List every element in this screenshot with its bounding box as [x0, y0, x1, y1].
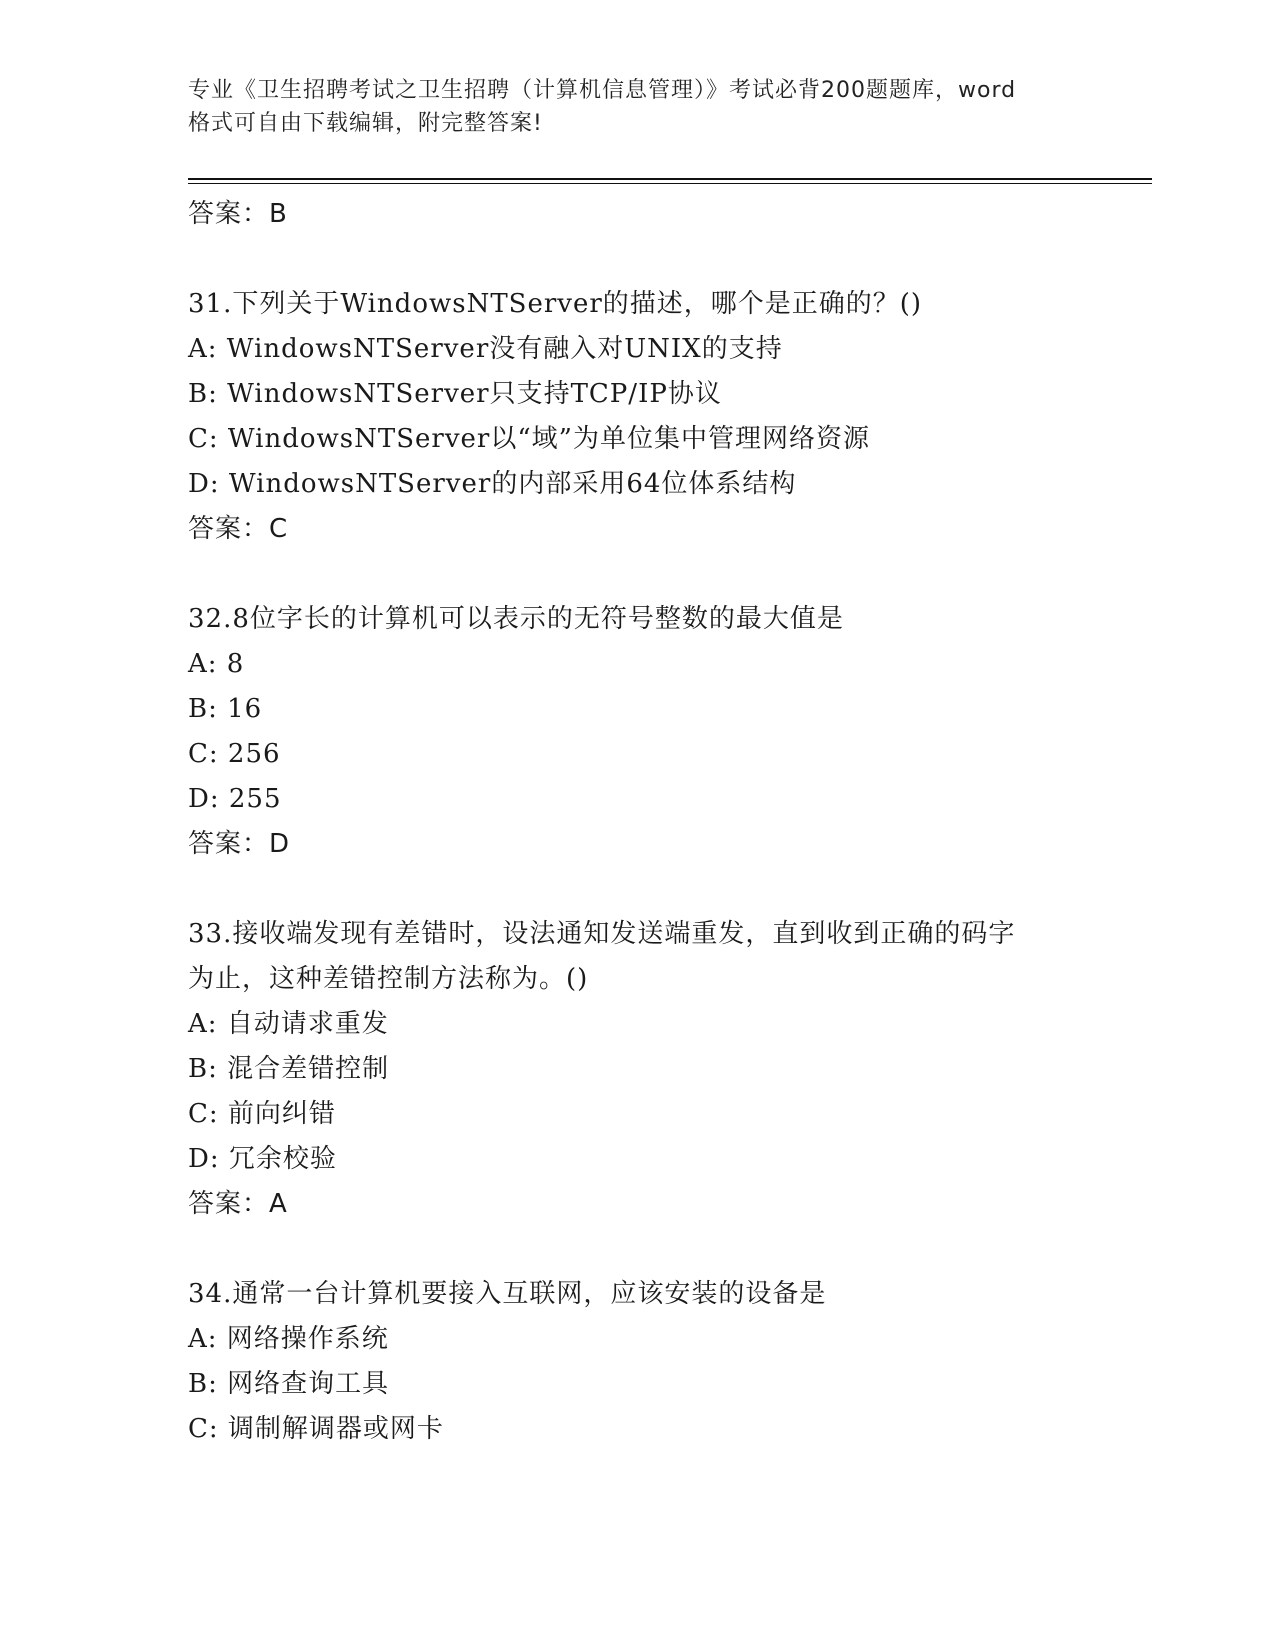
header-title-line-2: 格式可自由下载编辑，附完整答案! — [188, 111, 543, 136]
option-b: B: 16 — [188, 694, 263, 724]
question-stem: 31.下列关于WindowsNTServer的描述，哪个是正确的？() — [188, 289, 923, 319]
question-31 — [188, 282, 1118, 552]
option-d: D: 255 — [188, 784, 282, 814]
option-d: D: 冗余校验 — [188, 1144, 337, 1174]
answer-label: 答案：D — [188, 829, 291, 859]
answer-label: 答案：C — [188, 514, 289, 544]
answer-label: 答案：A — [188, 1189, 288, 1219]
header-rule-thick — [188, 178, 1152, 180]
question-stem: 32.8位字长的计算机可以表示的无符号整数的最大值是 — [188, 604, 844, 634]
option-c: C: 256 — [188, 739, 281, 769]
question-stem-line-1: 33.接收端发现有差错时，设法通知发送端重发，直到收到正确的码字 — [188, 919, 1016, 949]
option-c: C: 前向纠错 — [188, 1099, 336, 1129]
question-34 — [188, 1272, 1118, 1452]
option-a: A: 8 — [188, 649, 245, 679]
option-a: A: WindowsNTServer没有融入对UNIX的支持 — [188, 334, 783, 364]
document-header — [188, 74, 1088, 140]
previous-answer: 答案：B — [188, 199, 288, 229]
question-33 — [188, 912, 1118, 1227]
header-rule-thin — [188, 183, 1152, 184]
question-32 — [188, 597, 1118, 867]
option-c: C: 调制解调器或网卡 — [188, 1414, 444, 1444]
option-a: A: 网络操作系统 — [188, 1324, 389, 1354]
question-stem: 34.通常一台计算机要接入互联网，应该安装的设备是 — [188, 1279, 827, 1309]
option-b: B: WindowsNTServer只支持TCP/IP协议 — [188, 379, 722, 409]
option-a: A: 自动请求重发 — [188, 1009, 389, 1039]
question-stem-line-2: 为止，这种差错控制方法称为。() — [188, 964, 589, 994]
option-c: C: WindowsNTServer以“域”为单位集中管理网络资源 — [188, 424, 870, 454]
question-list — [188, 192, 1118, 1452]
option-b: B: 网络查询工具 — [188, 1369, 390, 1399]
option-b: B: 混合差错控制 — [188, 1054, 390, 1084]
option-d: D: WindowsNTServer的内部采用64位体系结构 — [188, 469, 797, 499]
header-title-line-1: 专业《卫生招聘考试之卫生招聘（计算机信息管理）》考试必背200题题库，word — [188, 78, 1017, 103]
